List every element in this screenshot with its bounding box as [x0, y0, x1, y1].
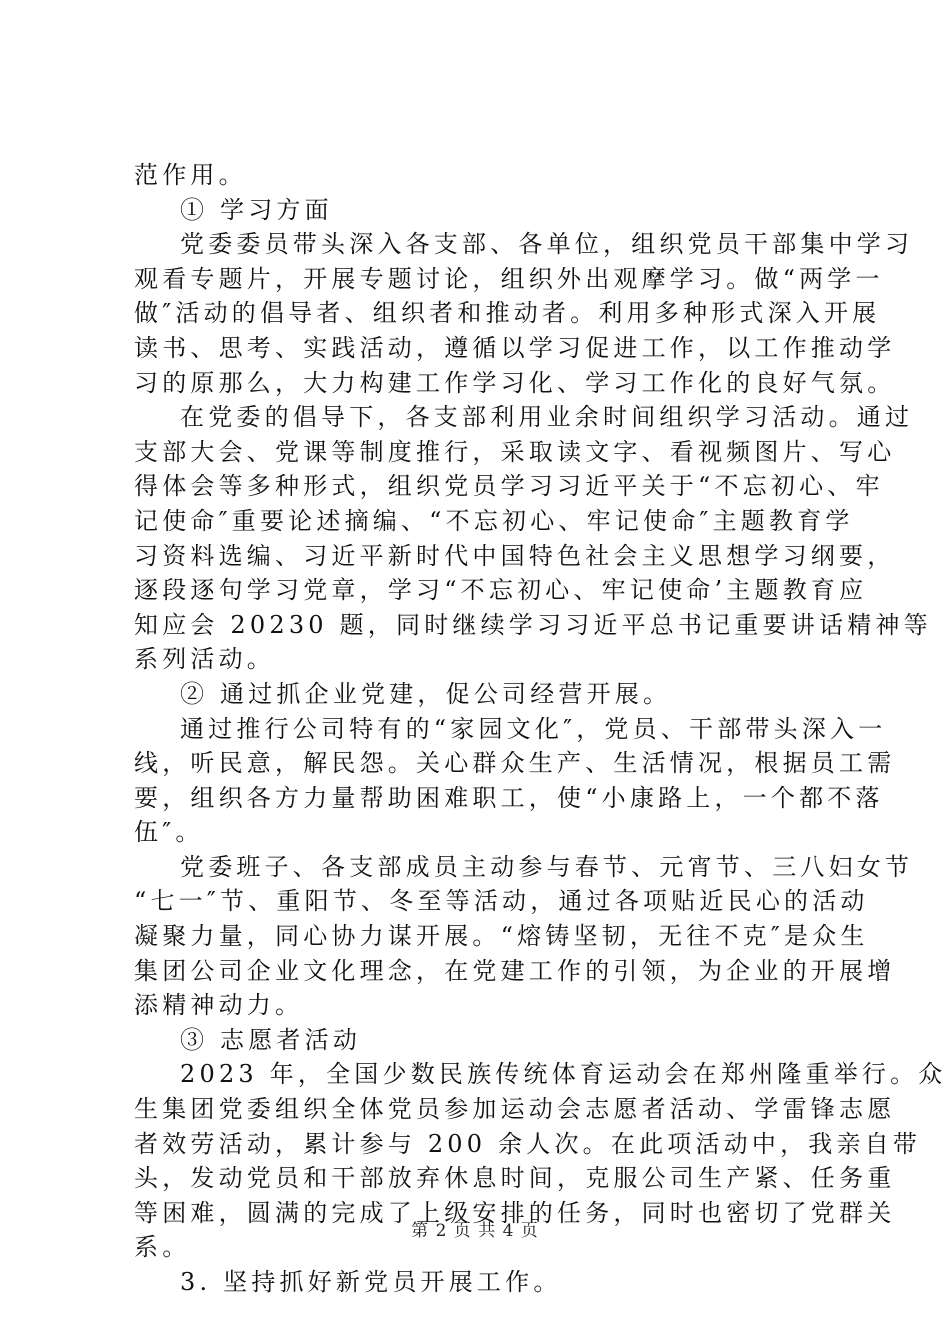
- text-line: 系。: [134, 1233, 191, 1262]
- text-line: 习的原那么，大力构建工作学习化、学习工作化的良好气氛。: [134, 368, 896, 397]
- text-line: 线，听民意，解民怨。关心群众生产、生活情况，根据员工需: [134, 749, 896, 778]
- text-line: 在党委的倡导下，各支部利用业余时间组织学习活动。通过: [180, 403, 914, 432]
- text-line: 3. 坚持抓好新党员开展工作。: [180, 1268, 562, 1296]
- text-line: 2023 年，全国少数民族传统体育运动会在郑州隆重举行。众: [180, 1060, 947, 1089]
- text-line: 范作用。: [134, 161, 247, 189]
- document-body: [134, 158, 947, 1300]
- text-line: 伍″。: [134, 818, 204, 847]
- text-line: 生集团党委组织全体党员参加运动会志愿者活动、学雷锋志愿: [134, 1095, 896, 1124]
- text-line: 做″活动的倡导者、组织者和推动者。利用多种形式深入开展: [134, 299, 881, 328]
- text-line: 党委委员带头深入各支部、各单位，组织党员干部集中学习: [180, 230, 914, 259]
- text-line: 等困难，圆满的完成了上级安排的任务，同时也密切了党群关: [134, 1198, 896, 1227]
- text-line: 者效劳活动，累计参与 200 余人次。在此项活动中，我亲自带: [134, 1129, 922, 1158]
- text-line: 得体会等多种形式，组织党员学习习近平关于“不忘初心、牢: [134, 472, 884, 501]
- text-line: 集团公司企业文化理念，在党建工作的引领，为企业的开展增: [134, 956, 896, 985]
- text-line: 通过推行公司特有的“家园文化″，党员、干部带头深入一: [180, 714, 887, 743]
- text-line: 支部大会、党课等制度推行，采取读文字、看视频图片、写心: [134, 437, 896, 466]
- text-line: 添精神动力。: [134, 991, 304, 1020]
- text-line: 读书、思考、实践活动，遵循以学习促进工作，以工作推动学: [134, 333, 896, 362]
- text-line: “七一″节、重阳节、冬至等活动，通过各项贴近民心的活动: [134, 887, 869, 916]
- text-line: 记使命″重要论述摘编、“不忘初心、牢记使命″主题教育学: [134, 506, 854, 535]
- text-line: 头，发动党员和干部放弃休息时间，克服公司生产紧、任务重: [134, 1164, 896, 1193]
- text-line: 逐段逐句学习党章，学习“不忘初心、牢记使命’主题教育应: [134, 576, 868, 605]
- text-line: ① 学习方面: [180, 195, 333, 224]
- text-line: 系列活动。: [134, 645, 275, 674]
- page-footer: 第 2 页 共 4 页: [411, 1221, 539, 1241]
- text-line: 党委班子、各支部成员主动参与春节、元宵节、三八妇女节: [180, 852, 914, 881]
- text-line: 知应会 20230 题，同时继续学习习近平总书记重要讲话精神等: [134, 610, 932, 639]
- text-line: 凝聚力量，同心协力谋开展。“熔铸坚韧，无往不克″是众生: [134, 922, 869, 951]
- text-line: 观看专题片，开展专题讨论，组织外出观摩学习。做“两学一: [134, 264, 884, 293]
- text-line: ③ 志愿者活动: [180, 1025, 362, 1054]
- text-line: ② 通过抓企业党建，促公司经营开展。: [180, 679, 672, 708]
- text-line: 习资料选编、习近平新时代中国特色社会主义思想学习纲要，: [134, 541, 896, 570]
- text-line: 要，组织各方力量帮助困难职工，使“小康路上，一个都不落: [134, 783, 884, 812]
